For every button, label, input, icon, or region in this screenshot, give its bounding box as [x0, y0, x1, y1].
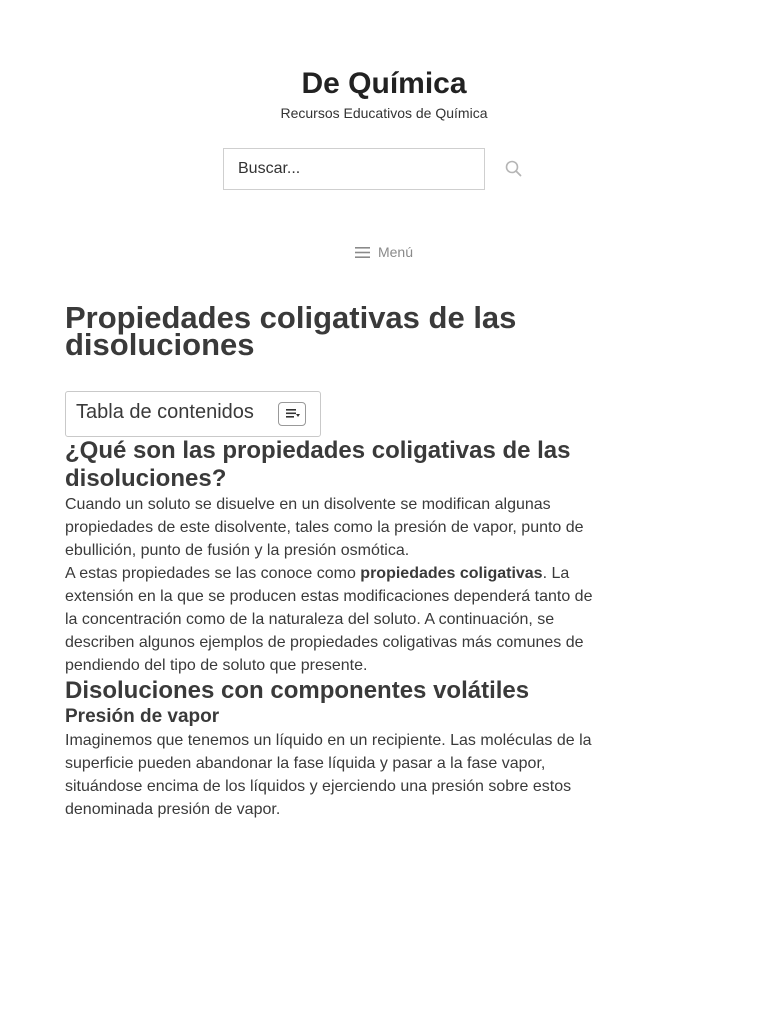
table-of-contents — [65, 391, 321, 437]
section-heading-colligative: ¿Qué son las propiedades coligativas de las disoluciones? — [65, 437, 571, 492]
main-navigation — [0, 244, 768, 261]
search-form — [223, 148, 533, 192]
hamburger-menu-icon — [355, 247, 370, 258]
search-input[interactable] — [223, 148, 485, 190]
section-heading-volatile: Disoluciones con componentes volátiles — [65, 677, 530, 704]
paragraph-definition-end: . La extensión en la que se producen estas modificaciones dependerá tanto de la concentración como de la naturaleza del soluto. A continuación, se describen algunos ejemplos de propiedades coligativas más comunes de pendiendo del tipo de soluto que presente. — [65, 565, 593, 674]
paragraph-intro: Cuando un soluto se disuelve en un disolvente se modifican algunas propiedades de este disolvente, tales como la presión de vapor, punto de ebullición, punto de fusión y la presión osmótica. — [65, 496, 584, 559]
toc-title: Tabla de contenidos — [76, 401, 254, 423]
article-title: Propiedades coligativas de las disoluciones — [65, 300, 517, 362]
subheading-vapor-pressure: Presión de vapor — [65, 706, 220, 727]
search-button[interactable] — [503, 158, 525, 180]
paragraph-vapor-pressure: Imaginemos que tenemos un líquido en un recipiente. Las moléculas de la superficie pueden abandonar la fase líquida y pasar a la fase vapor, situándose encima de los líquidos y ejerciendo una presión sobre estos denominada presión de vapor. — [65, 732, 592, 818]
list-toggle-icon — [279, 403, 305, 425]
paragraph-definition-start: A estas propiedades se las conoce como — [65, 565, 361, 582]
search-icon — [503, 158, 525, 180]
colligative-term: propiedades coligativas — [360, 565, 543, 582]
site-tagline: Recursos Educativos de Química — [280, 105, 488, 121]
paragraph-definition — [65, 562, 605, 677]
site-title[interactable]: De Química — [301, 67, 467, 100]
menu-toggle-button[interactable] — [355, 244, 413, 260]
site-header — [0, 0, 768, 122]
menu-label: Menú — [377, 244, 414, 260]
toc-toggle-button[interactable] — [278, 402, 306, 426]
article-content — [65, 300, 605, 821]
